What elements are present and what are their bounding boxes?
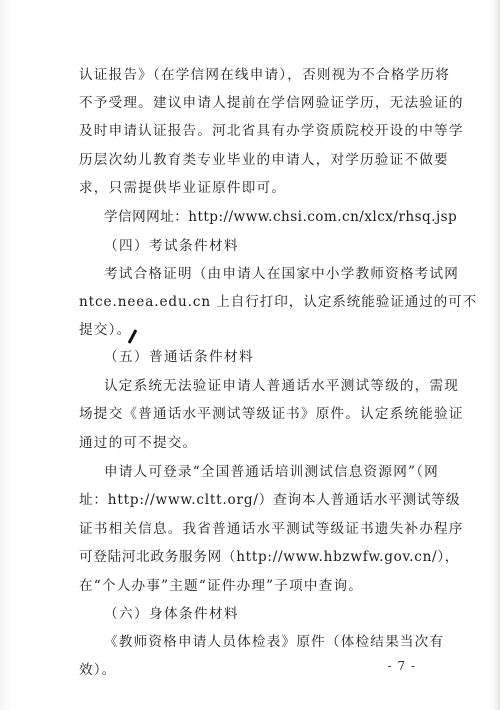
paragraph-line: 申请人可登录“全国普通话培训测试信息资源网”（网 <box>104 464 439 480</box>
paragraph-line: 及时申请认证报告。河北省具有办学资质院校开设的中等学 <box>79 123 464 139</box>
page-edge-shadow <box>494 0 500 710</box>
paragraph-line: 址：http://www.cltt.org/）查询本人普通话水平测试等级 <box>79 492 461 508</box>
section-heading: （六）身体条件材料 <box>104 606 239 622</box>
paragraph-line: 认定系统无法验证申请人普通话水平测试等级的，需现 <box>104 378 460 394</box>
paragraph-line: 考试合格证明（由申请人在国家中小学教师资格考试网 <box>104 266 460 282</box>
page-number: - 7 - <box>387 659 416 673</box>
paragraph-line: 提交）。 <box>79 322 132 338</box>
paragraph-line: 《教师资格申请人员体检表》原件（体检结果当次有 <box>104 634 445 650</box>
paragraph-line: ntce.neea.edu.cn 上自行打印，认定系统能验证通过的可不 <box>79 294 478 310</box>
paragraph-line: 在“个人办事”主题“证件办理”子项中查询。 <box>79 578 364 594</box>
paragraph-line: 证书相关信息。我省普通话水平测试等级证书遗失补办程序 <box>79 521 464 537</box>
paragraph-line: 场提交《普通话水平测试等级证书》原件。认定系统能验证 <box>79 406 464 422</box>
paragraph-line: 效）。 <box>79 662 117 678</box>
paragraph-line: 可登陆河北政务服务网（http://www.hbzwfw.gov.cn/）， <box>79 549 460 565</box>
paragraph-line: 认证报告》（在学信网在线申请），否则视为不合格学历将 <box>79 67 451 83</box>
section-heading: （四）考试条件材料 <box>104 238 239 254</box>
paragraph-line: 不予受理。建议申请人提前在学信网验证学历，无法验证的 <box>79 95 464 111</box>
section-heading: （五）普通话条件材料 <box>104 349 254 365</box>
url-line: 学信网网址：http://www.chsi.com.cn/xlcx/rhsq.jsp <box>104 209 458 225</box>
paragraph-line: 求，只需提供毕业证原件即可。 <box>79 180 287 196</box>
paragraph-line: 通过的可不提交。 <box>79 435 198 451</box>
paragraph-line: 历层次幼儿教育类专业毕业的申请人，对学历验证不做要 <box>79 152 449 168</box>
